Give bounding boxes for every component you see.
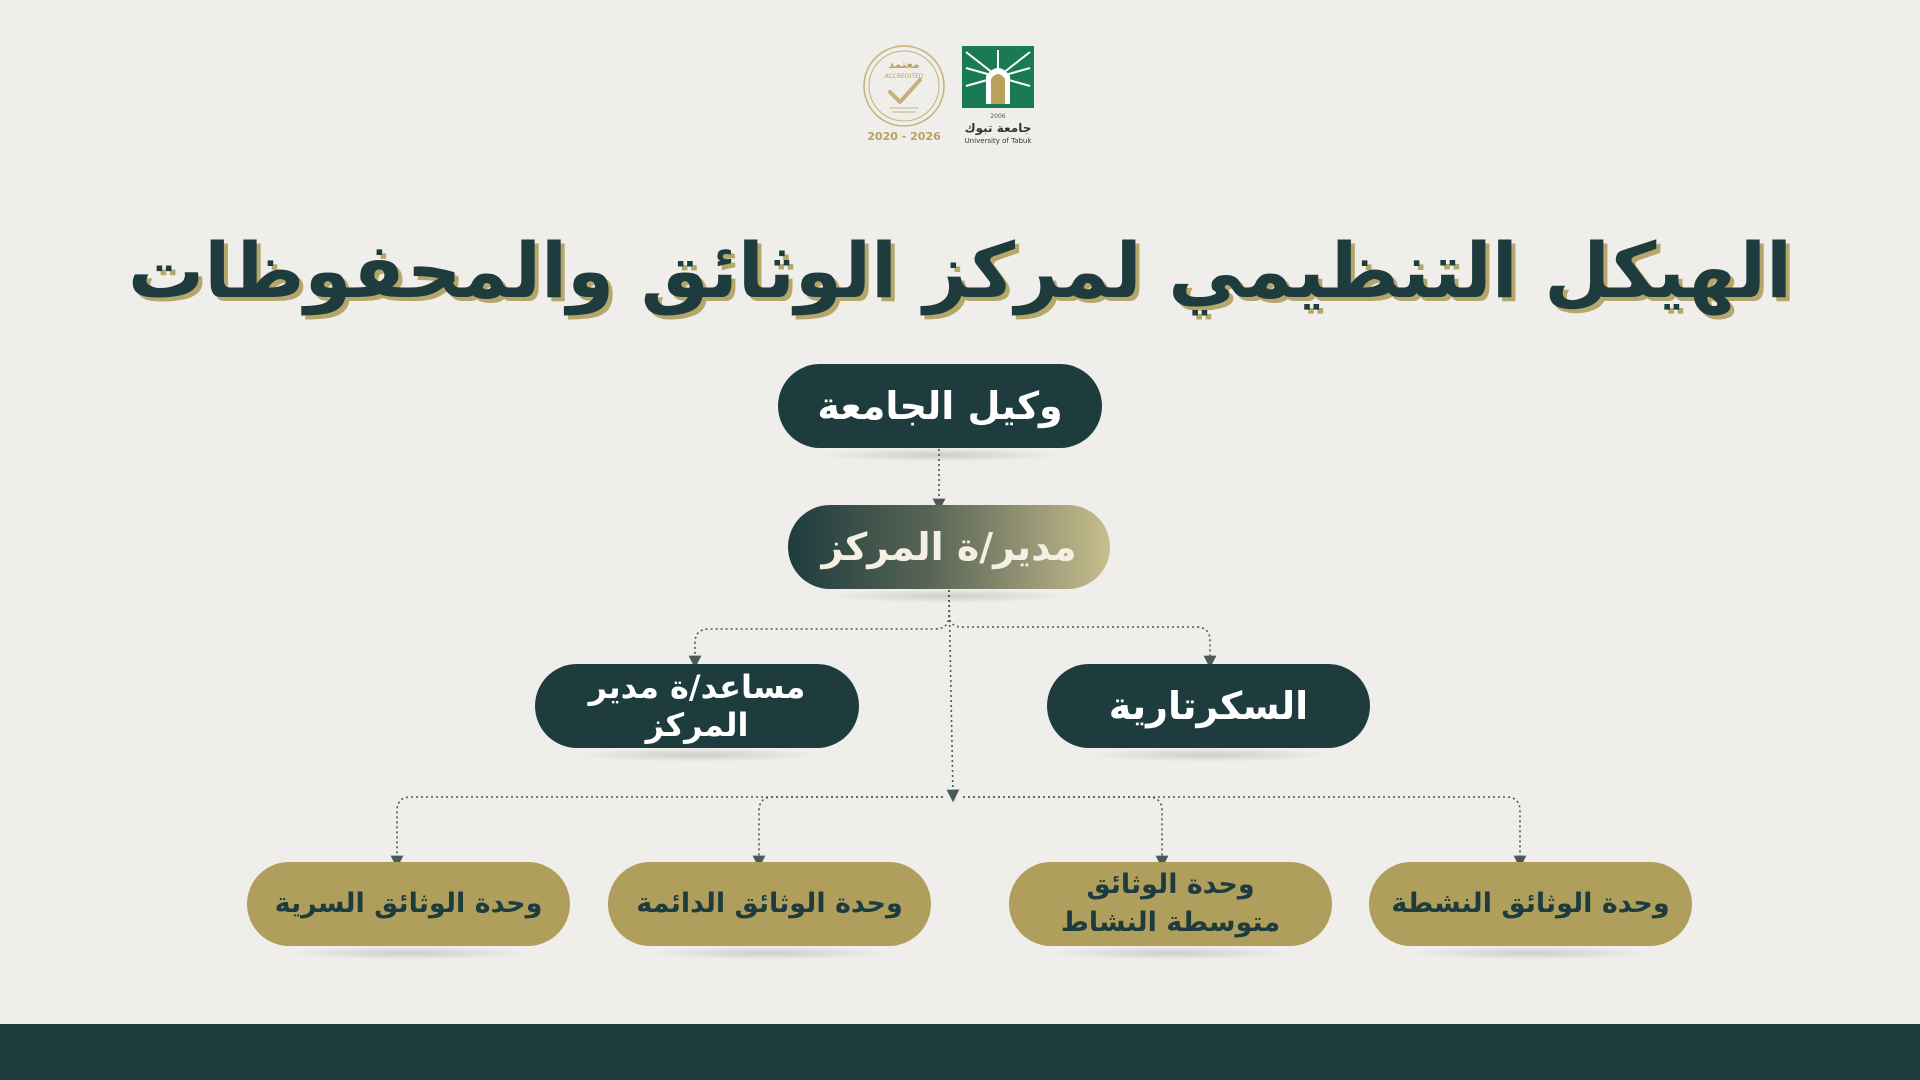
node-unit-permanent bbox=[608, 862, 931, 946]
accreditation-years: 2020 - 2026 bbox=[867, 130, 941, 143]
connector-unit-secret bbox=[397, 797, 943, 862]
node-label: السكرتارية bbox=[1108, 684, 1309, 728]
node-assistant-director bbox=[535, 664, 859, 748]
accreditation-arabic-text: معتمد bbox=[888, 58, 920, 71]
university-year: 2006 bbox=[990, 113, 1006, 120]
connector-unit-intermediate bbox=[963, 797, 1162, 862]
node-unit-intermediate bbox=[1009, 862, 1332, 946]
node-center-director bbox=[788, 505, 1110, 589]
node-unit-secret bbox=[247, 862, 570, 946]
connector-unit-active bbox=[963, 797, 1520, 862]
node-label: وكيل الجامعة bbox=[817, 384, 1063, 428]
accreditation-english-text: ACCREDITED bbox=[884, 73, 924, 80]
node-label: مدير/ة المركز bbox=[821, 525, 1077, 569]
node-label: وحدة الوثائق النشطة bbox=[1391, 888, 1670, 919]
node-unit-active bbox=[1369, 862, 1692, 946]
node-label: وحدة الوثائق السرية bbox=[274, 888, 543, 919]
university-english-name: University of Tabuk bbox=[964, 137, 1032, 145]
university-arabic-name: جامعة تبوك bbox=[964, 121, 1032, 135]
connector-unit-permanent bbox=[759, 797, 943, 862]
page-title: الهيكل التنظيمي لمركز الوثائق والمحفوظات bbox=[127, 226, 1793, 315]
node-university-vice-president bbox=[778, 364, 1102, 448]
node-label: مساعد/ة مدير المركز bbox=[588, 668, 806, 744]
node-label: وحدة الوثائق الدائمة bbox=[636, 888, 903, 919]
node-secretariat bbox=[1047, 664, 1370, 748]
footer-bar bbox=[0, 1024, 1920, 1080]
node-label: وحدة الوثائق متوسطة النشاط bbox=[1060, 869, 1281, 938]
connector-director-secretariat bbox=[949, 615, 1210, 662]
